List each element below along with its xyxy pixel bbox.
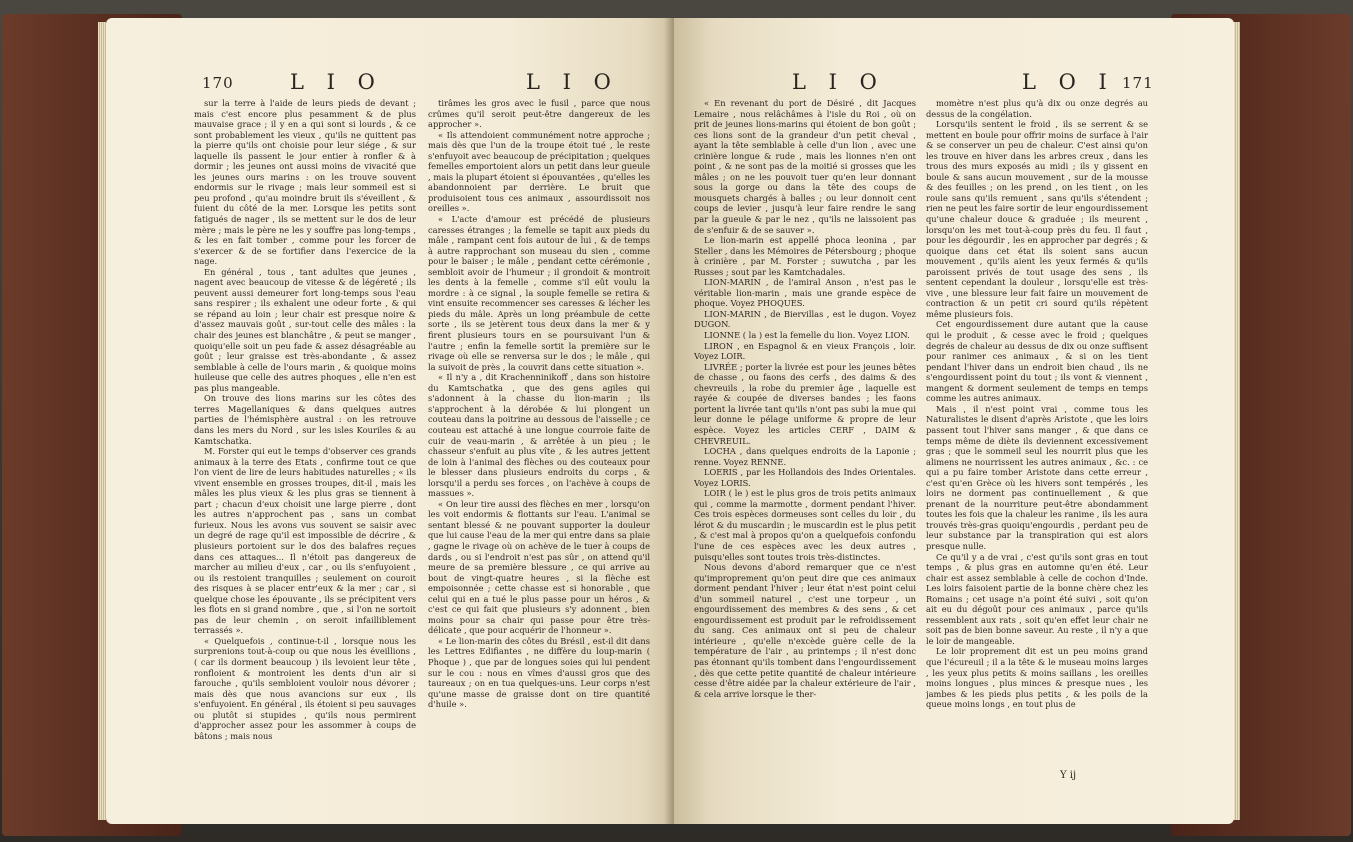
paragraph: « Quelquefois , continue-t-il , lorsque nous les surprenions tout-à-coup ou que nous les éveillions , ( car ils dorment beaucoup ) ils levoient leur tête , ronfloient & montroient les dents d'un air si farouche , qu'ils sembloient vouloir nous dévorer ; mais dès que nous avancions sur eux , ils s'enfuyoient. En général , ils étoient si peu sauvages ou plutôt si stupides , qu'ils nous permirent d'approcher assez pour les assommer à coups de bâtons ; mais nous bbox=[194, 635, 416, 741]
paragraph: On trouve des lions marins sur les côtes des terres Magellaniques & dans quelques autres parties de l'hémisphère austral : on les retrouve dans les mers du Nord , sur les isles Kouriles & au Kamtschatka. bbox=[194, 393, 416, 446]
paragraph: « Le lion-marin des côtes du Brésil , est-il dit dans les Lettres Edifiantes , ne diffère du loup-marin ( Phoque ) , que par de longues soies qui lui pendent sur le cou : nous en vîmes d'aussi gros que des taureaux ; on en tua quelques-uns. Leur corps n'est qu'une masse de graisse dont on tire quantité d'huile ». bbox=[428, 635, 650, 710]
left-page-column-1 bbox=[194, 98, 416, 768]
right-page bbox=[674, 18, 1234, 824]
paragraph: LOCHA , dans quelques endroits de la Laponie ; renne. Voyez RENNE. bbox=[694, 446, 916, 467]
paragraph: Ce qu'il y a de vrai , c'est qu'ils sont gras en tout temps , & plus gras en automne qu'en été. Leur chair est assez semblable à celle de cochon d'Inde. Les loirs faisoient partie de la bonne chère chez les Romains ; cet usage n'a point été suivi , soit qu'on ait eu du dégoût pour ces animaux , parce qu'ils ressemblent aux rats , soit qu'en effet leur chair ne soit pas de bien bonne saveur. Au reste , il n'y a que le loir de mangeable. bbox=[926, 551, 1148, 646]
page-number-right: 171 bbox=[1122, 74, 1154, 92]
paragraph: LOERIS , par les Hollandois des Indes Orientales. Voyez LORIS. bbox=[694, 467, 916, 488]
paragraph: Cet engourdissement dure autant que la cause qui le produit , & cesse avec le froid ; quelques degrés de chaleur au dessus de dix ou onze suffisent pour ranimer ces animaux , & si on les tient pendant l'hiver dans un endroit bien chaud , ils ne s'engourdissent point du tout ; ils vont & viennent , mangent & dorment seulement de temps en temps comme les autres animaux. bbox=[926, 319, 1148, 404]
paragraph: LION-MARIN , de Biervillas , est le dugon. Voyez DUGON. bbox=[694, 308, 916, 330]
paragraph: LIRON , en Espagnol & en vieux François , loir. Voyez LOIR. bbox=[694, 340, 916, 362]
running-head-left-col1: L I O bbox=[290, 70, 383, 94]
paragraph: « L'acte d'amour est précédé de plusieurs caresses étranges ; la femelle se tapit aux pieds du mâle , rampant cent fois autour de lui , & de temps à autre rapprochant son museau du sien , comme pour le baiser ; le mâle , pendant cette cérémonie , sembloit avoir de l'humeur ; il grondoit & montroit les dents à la femelle , comme s'il eût voulu la mordre : à ce signal , la souple femelle se retira & vint ensuite recommencer ses caresses & lécher les pieds du mâle. Après un long préambule de cette sorte , ils se jetèrent tous deux dans la mer & y firent plusieurs tours en se poursuivant l'un & l'autre ; enfin la femelle sortit la première sur le rivage où elle se renversa sur le dos ; le mâle , qui la suivoit de près , la couvrit dans cette situation ». bbox=[428, 214, 650, 372]
paragraph: Le loir proprement dit est un peu moins grand que l'écureuil ; il a la tête & le museau moins larges , les yeux plus petits & moins saillans , les oreilles moins longues , plus minces & presque nues , les jambes & les pieds plus petits , & les poils de la queue moins longs , en tout plus de bbox=[926, 646, 1148, 710]
paragraph: LOIR ( le ) est le plus gros de trois petits animaux qui , comme la marmotte , dorment pendant l'hiver. Ces trois espèces dormeuses sont celles du loir , du lérot & du muscardin ; le muscardin est le plus petit , & c'est mal à propos qu'on a quelquefois confondu l'une de ces espèces avec les deux autres , puisqu'elles sont toutes trois très-distinctes. bbox=[694, 488, 916, 562]
left-page-column-2 bbox=[428, 98, 650, 768]
paragraph: « On leur tire aussi des flèches en mer , lorsqu'on les voit endormis & flottants sur l'eau. L'animal se sentant blessé & ne pouvant supporter la douleur que lui cause l'eau de la mer qui entre dans sa plaie , gagne le rivage où on achève de le tuer à coups de dards , ou si l'endroit n'est pas sûr , on attend qu'il meure de sa première blessure , ce qui arrive au bout de vingt-quatre heures , si la flèche est empoisonnée ; cette chasse est si honorable , que celui qui en a tué le plus passe pour un héros , & c'est ce qui fait que plusieurs s'y adonnent , bien moins pour sa chair qui passe pour être très-délicate , que pour acquérir de l'honneur ». bbox=[428, 498, 650, 636]
paragraph: LION-MARIN , de l'amiral Anson , n'est pas le véritable lion-marin , mais une grande espèce de phoque. Voyez PHOQUES. bbox=[694, 277, 916, 309]
running-head-right-col2: L O I bbox=[1022, 70, 1115, 94]
paragraph: momètre n'est plus qu'à dix ou onze degrés au dessus de la congélation. bbox=[926, 98, 1148, 119]
paragraph: En général , tous , tant adultes que jeunes , nagent avec beaucoup de vitesse & de légéreté ; ils peuvent aussi demeurer fort long-temps sous l'eau sans respirer ; ils exhalent une odeur forte , & qui se répand au loin ; leur chair est presque noire & d'assez mauvais goût , sur-tout celle des mâles : la chair des jeunes est blanchâtre , & peut se manger , quoiqu'elle soit un peu fade & assez désagréable au goût ; leur graisse est très-abondante , & assez semblable à celle de l'ours marin , & quoique moins huileuse que celle des autres phoques , elle n'en est pas plus mangeable. bbox=[194, 266, 416, 393]
paragraph: Le lion-marin est appellé phoca leonina , par Steller , dans les Mémoires de Pétersbourg ; phoque à crinière , par M. Forster ; suwutcha , par les Russes ; sout par les Kamtchadales. bbox=[694, 235, 916, 277]
page-edges-left bbox=[98, 22, 106, 820]
page-number-left: 170 bbox=[202, 74, 234, 92]
signature-mark: Y ij bbox=[1060, 770, 1077, 781]
running-head-right-col1: L I O bbox=[792, 70, 885, 94]
paragraph: LIONNE ( la ) est la femelle du lion. Voyez LION. bbox=[704, 330, 910, 341]
running-head-left-col2: L I O bbox=[526, 70, 619, 94]
paragraph: « Ils attendoient communément notre approche ; mais dès que l'un de la troupe étoit tué , le reste s'enfuyoit avec beaucoup de précipitation ; quelques femelles emportoient alors un petit dans leur gueule , mais la plupart étoient si épouvantées , qu'elles les abandonnoient par derrière. Le bruit que produisoient tous ces animaux , assourdissoit nos oreilles ». bbox=[428, 129, 650, 214]
paragraph: Mais , il n'est point vrai , comme tous les Naturalistes le disent d'après Aristote , que les loirs passent tout l'hiver sans manger , & que dans ce temps même de diète ils deviennent excessivement gras ; que le sommeil seul les nourrit plus que les alimens ne nourrissent les autres animaux , &c. : ce qui a pu faire tomber Aristote dans cette erreur , c'est qu'en Grèce où les hivers sont tempérés , les loirs ne dorment pas continuellement , & que prenant de la nourriture peut-être abondamment toutes les fois que la chaleur les ranime , ils les aura trouvés très-gras quoiqu'engourdis , perdant peu de leur substance par la transpiration qui est alors presque nulle. bbox=[926, 403, 1148, 551]
paragraph: LIVRÉE ; porter la livrée est pour les jeunes bêtes de chasse , ou faons des cerfs , des daims & des chevreuils , la robe du premier âge , laquelle est rayée & coupée de diverses bandes ; les faons portent la livrée tant qu'ils n'ont pas subi la mue qui leur donne le pélage uniforme & propre de leur espèce. Voyez les articles CERF , DAIM & CHEVREUIL. bbox=[694, 361, 916, 446]
paragraph: M. Forster qui eut le temps d'observer ces grands animaux à la terre des Etats , confirme tout ce que l'on vient de lire de leurs habitudes naturelles ; « ils vivent ensemble en grosses troupes, dit-il , mais les mâles les plus vieux & les plus gras se tiennent à part ; chacun d'eux choisit une large pierre , dont les autres n'approchent pas , sans un combat furieux. Nous les avons vus souvent se saisir avec un degré de rage qu'il est impossible de décrire , & plusieurs portoient sur le dos des balafres reçues dans ces attaques... Il n'étoit pas dangereux de marcher au milieu d'eux , car , ou ils s'enfuyoient , ou ils restoient tranquilles ; seulement on couroit des risques à se placer entr'eux & la mer ; car , si quelque chose les épouvante , ils se précipitent vers les flots en si grand nombre , que , si l'on ne sortoit pas de leur chemin , on seroit infailliblement terrassés ». bbox=[194, 446, 416, 636]
paragraph: sur la terre à l'aide de leurs pieds de devant ; mais c'est encore plus pesamment & de plus mauvaise grace ; il y en a qui sont si lourds , & ce sont probablement les vieux , qu'ils ne quittent pas la pierre qu'ils ont choisie pour leur siége , & sur laquelle ils passent le jour entier à ronfler & à dormir ; les jeunes ont aussi moins de vivacité que les jeunes ours marins : on les trouve souvent endormis sur le rivage ; mais leur sommeil est si peu profond , qu'au moindre bruit ils s'éveillent , & fuient du côté de la mer. Lorsque les petits sont fatigués de nager , ils se mettent sur le dos de leur mère ; mais le père ne les y souffre pas long-temps , & les en fait tomber , comme pour les forcer de s'exercer & de se fortifier dans l'exercice de la nage. bbox=[194, 98, 416, 267]
right-page-column-2 bbox=[926, 98, 1148, 768]
right-page-column-1 bbox=[694, 98, 916, 768]
paragraph: « En revenant du port de Désiré , dit Jacques Lemaire , nous relâchâmes à l'isle du Roi , où on prit de jeunes lions-marins qui étoient de bon goût ; ces lions sont de la grandeur d'un petit cheval , ayant la tête semblable à celle d'un lion , avec une crinière longue & rude , mais les lionnes n'en ont point , & ne sont pas de la moitié si grosses que les mâles ; on ne les pouvoit tuer qu'en leur donnant sous la gorge ou dans la tête des coups de mousquets chargés à balles ; ou leur donnoit cent coups de levier , jusqu'à leur faire rendre le sang par la gueule & par le nez , qu'ils ne laissoient pas de s'enfuir & de se sauver ». bbox=[694, 98, 916, 235]
paragraph: Nous devons d'abord remarquer que ce n'est qu'improprement qu'on peut dire que ces animaux dorment pendant l'hiver ; leur état n'est point celui d'un sommeil naturel , c'est une torpeur , un engourdissement des membres & des sens , & cet engourdissement est produit par le refroidissement du sang. Ces animaux ont si peu de chaleur intérieure , qu'elle n'excède guère celle de la température de l'air , au printemps ; il n'est donc pas étonnant qu'ils tombent dans l'engourdissement , dès que cette petite quantité de chaleur intérieure cesse d'être aidée par la chaleur extérieure de l'air , & cela arrive lorsque le ther- bbox=[694, 562, 916, 699]
paragraph: Lorsqu'ils sentent le froid , ils se serrent & se mettent en boule pour offrir moins de surface à l'air & se conserver un peu de chaleur. C'est ainsi qu'on les trouve en hiver dans les arbres creux , dans les trous des murs exposés au midi ; ils y gissent en boule & sans aucun mouvement , sur de la mousse & des feuilles ; on les prend , on les tient , on les roule sans qu'ils remuent , sans qu'ils s'étendent ; rien ne peut les faire sortir de leur engourdissement qu'une chaleur douce & graduée ; ils meurent , lorsqu'on les met tout-à-coup près du feu. Il faut , pour les dégourdir , les en approcher par degrés ; & quoique dans cet état ils soient sans aucun mouvement , qu'ils aient les yeux fermés & qu'ils paroissent privés de tout usage des sens , ils sentent cependant la douleur , lorsqu'elle est très-vive , une blessure leur fait faire un mouvement de contraction & un petit cri sourd qu'ils répètent même plusieurs fois. bbox=[926, 119, 1148, 319]
paragraph: « Il n'y a , dit Krachenninikoff , dans son histoire du Kamtschatka , que des gens agiles qui s'adonnent à la chasse du lion-marin ; ils s'approchent à la dérobée & lui plongent un couteau dans la poitrine au dessous de l'aisselle ; ce couteau est attaché à une longue courroie faite de cuir de veau-marin , & arrêtée à un pieu ; le chasseur s'enfuit au plus vîte , & les autres jettent de loin à l'animal des flèches ou des couteaux pour le blesser dans plusieurs endroits du corps , & lorsqu'il a perdu ses forces , on l'achève à coups de massues ». bbox=[428, 372, 650, 499]
left-page bbox=[106, 18, 680, 824]
paragraph: tirâmes les gros avec le fusil , parce que nous crûmes qu'il seroit peut-être dangereux de les approcher ». bbox=[428, 98, 650, 130]
